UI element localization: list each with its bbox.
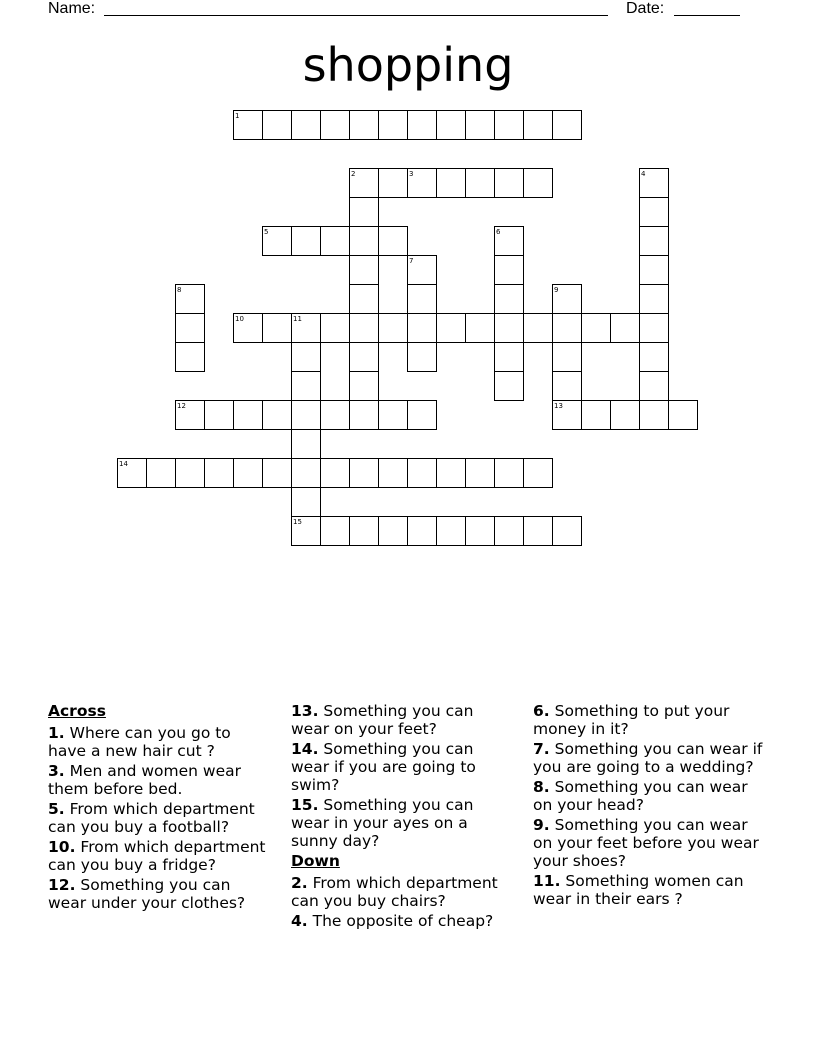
name-label: Name: — [48, 0, 96, 17]
grid-cell[interactable] — [233, 400, 263, 430]
grid-cell[interactable] — [639, 371, 669, 401]
grid-cell[interactable] — [494, 110, 524, 140]
grid-cell[interactable] — [610, 400, 640, 430]
grid-cell[interactable] — [175, 458, 205, 488]
clue-across-15 — [291, 796, 513, 850]
grid-cell[interactable] — [494, 342, 524, 372]
grid-cell[interactable] — [581, 400, 611, 430]
clue-number: 10. — [48, 838, 76, 856]
grid-cell[interactable] — [407, 458, 437, 488]
grid-cell[interactable] — [378, 313, 408, 343]
clue-number: 6. — [533, 702, 550, 720]
grid-cell[interactable] — [175, 313, 205, 343]
grid-cell[interactable] — [291, 429, 321, 459]
grid-cell[interactable] — [291, 110, 321, 140]
grid-cell[interactable] — [349, 516, 379, 546]
grid-cell[interactable] — [407, 110, 437, 140]
grid-number: 15 — [293, 518, 302, 526]
grid-number: 7 — [409, 257, 414, 265]
grid-number: 4 — [641, 170, 646, 178]
clue-text: Something you can wear on your feet? — [291, 702, 474, 738]
grid-cell[interactable] — [436, 168, 466, 198]
grid-cell[interactable] — [320, 458, 350, 488]
clue-number: 15. — [291, 796, 319, 814]
grid-number: 13 — [554, 402, 563, 410]
grid-cell[interactable] — [349, 458, 379, 488]
grid-cell[interactable] — [639, 226, 669, 256]
grid-cell[interactable] — [291, 342, 321, 372]
grid-cell[interactable] — [349, 342, 379, 372]
grid-cell[interactable] — [581, 313, 611, 343]
grid-cell[interactable] — [291, 458, 321, 488]
grid-cell[interactable] — [552, 110, 582, 140]
grid-cell[interactable] — [523, 168, 553, 198]
grid-number: 14 — [119, 460, 128, 468]
grid-cell[interactable] — [523, 516, 553, 546]
grid-cell[interactable] — [320, 110, 350, 140]
grid-cell[interactable] — [349, 226, 379, 256]
grid-cell[interactable] — [639, 255, 669, 285]
grid-number: 1 — [235, 112, 240, 120]
grid-cell[interactable] — [465, 313, 495, 343]
grid-cell[interactable] — [436, 458, 466, 488]
clue-text: Men and women wear them before bed. — [48, 762, 242, 798]
grid-cell[interactable] — [407, 284, 437, 314]
clue-text: Something women can wear in their ears ? — [533, 872, 744, 908]
clue-text: Something you can wear in your ayes on a sunny day? — [291, 796, 474, 850]
grid-cell[interactable] — [407, 400, 437, 430]
grid-cell[interactable] — [349, 197, 379, 227]
name-blank-line[interactable] — [104, 0, 608, 16]
grid-cell[interactable] — [291, 400, 321, 430]
grid-cell[interactable] — [291, 487, 321, 517]
grid-cell[interactable] — [320, 516, 350, 546]
grid-cell[interactable] — [262, 458, 292, 488]
grid-cell[interactable] — [320, 226, 350, 256]
grid-cell[interactable] — [291, 226, 321, 256]
grid-cell[interactable] — [552, 342, 582, 372]
clue-number: 9. — [533, 816, 550, 834]
date-blank-line[interactable] — [674, 0, 740, 16]
grid-cell[interactable] — [349, 110, 379, 140]
clue-text: Something you can wear if you are going to a wedding? — [533, 740, 763, 776]
grid-cell[interactable] — [494, 516, 524, 546]
grid-cell[interactable] — [320, 400, 350, 430]
grid-cell[interactable] — [465, 516, 495, 546]
grid-cell[interactable] — [262, 110, 292, 140]
clue-text: Something you can wear under your clothes? — [48, 876, 246, 912]
grid-cell[interactable] — [523, 110, 553, 140]
grid-number: 8 — [177, 286, 182, 294]
grid-cell[interactable] — [494, 458, 524, 488]
grid-cell[interactable] — [494, 284, 524, 314]
grid-cell[interactable] — [407, 313, 437, 343]
grid-cell[interactable] — [639, 197, 669, 227]
grid-cell[interactable] — [639, 284, 669, 314]
grid-cell[interactable] — [262, 313, 292, 343]
grid-cell[interactable] — [349, 400, 379, 430]
grid-cell[interactable] — [668, 400, 698, 430]
grid-cell[interactable] — [233, 458, 263, 488]
clue-down-4 — [291, 912, 513, 930]
clue-down-9 — [533, 816, 763, 870]
clue-across-5 — [48, 800, 270, 836]
clue-number: 13. — [291, 702, 319, 720]
grid-cell[interactable] — [378, 516, 408, 546]
grid-cell[interactable] — [552, 313, 582, 343]
grid-cell[interactable] — [523, 313, 553, 343]
clue-number: 11. — [533, 872, 561, 890]
grid-cell[interactable] — [349, 255, 379, 285]
grid-cell[interactable] — [494, 313, 524, 343]
grid-cell[interactable] — [523, 458, 553, 488]
grid-cell[interactable] — [465, 168, 495, 198]
grid-cell[interactable] — [407, 516, 437, 546]
grid-cell[interactable] — [639, 400, 669, 430]
clue-number: 5. — [48, 800, 65, 818]
clue-across-12 — [48, 876, 270, 912]
grid-cell[interactable] — [552, 371, 582, 401]
grid-cell[interactable] — [204, 400, 234, 430]
clue-down-6 — [533, 702, 763, 738]
grid-cell[interactable] — [494, 371, 524, 401]
clue-down-11 — [533, 872, 763, 908]
clues-column-1 — [48, 702, 270, 914]
grid-cell[interactable] — [639, 313, 669, 343]
grid-cell[interactable] — [436, 516, 466, 546]
clue-number: 14. — [291, 740, 319, 758]
clue-across-1 — [48, 724, 270, 760]
clue-down-8 — [533, 778, 763, 814]
grid-cell[interactable] — [552, 516, 582, 546]
clue-down-2 — [291, 874, 513, 910]
grid-cell[interactable] — [436, 313, 466, 343]
date-label: Date: — [626, 0, 665, 17]
grid-cell[interactable] — [349, 371, 379, 401]
grid-cell[interactable] — [465, 110, 495, 140]
clues-column-3 — [533, 702, 763, 910]
clue-number: 2. — [291, 874, 308, 892]
clue-text: From which department can you buy a football? — [48, 800, 255, 836]
grid-cell[interactable] — [378, 110, 408, 140]
grid-cell[interactable] — [494, 255, 524, 285]
grid-cell[interactable] — [378, 458, 408, 488]
grid-number: 3 — [409, 170, 414, 178]
down-heading: Down — [291, 852, 340, 870]
grid-number: 2 — [351, 170, 356, 178]
grid-cell[interactable] — [378, 168, 408, 198]
grid-number: 6 — [496, 228, 501, 236]
grid-cell[interactable] — [320, 313, 350, 343]
clue-text: From which department can you buy a fridge? — [48, 838, 266, 874]
grid-cell[interactable] — [494, 168, 524, 198]
grid-number: 9 — [554, 286, 559, 294]
grid-cell[interactable] — [291, 371, 321, 401]
grid-cell[interactable] — [146, 458, 176, 488]
clue-number: 7. — [533, 740, 550, 758]
clue-number: 1. — [48, 724, 65, 742]
grid-cell[interactable] — [465, 458, 495, 488]
grid-cell[interactable] — [349, 284, 379, 314]
grid-cell[interactable] — [436, 110, 466, 140]
across-heading: Across — [48, 702, 106, 720]
grid-cell[interactable] — [378, 226, 408, 256]
clue-across-10 — [48, 838, 270, 874]
grid-number: 10 — [235, 315, 244, 323]
clue-text: From which department can you buy chairs? — [291, 874, 498, 910]
clues-column-2 — [291, 702, 513, 932]
grid-cell[interactable] — [262, 400, 292, 430]
grid-number: 12 — [177, 402, 186, 410]
grid-cell[interactable] — [204, 458, 234, 488]
grid-cell[interactable] — [610, 313, 640, 343]
clue-across-3 — [48, 762, 270, 798]
clue-number: 3. — [48, 762, 65, 780]
grid-cell[interactable] — [378, 400, 408, 430]
grid-cell[interactable] — [175, 342, 205, 372]
grid-number: 5 — [264, 228, 269, 236]
clue-text: Something you can wear on your head? — [533, 778, 748, 814]
grid-cell[interactable] — [407, 342, 437, 372]
clue-number: 12. — [48, 876, 76, 894]
clue-number: 4. — [291, 912, 308, 930]
grid-number: 11 — [293, 315, 302, 323]
clue-text: Where can you go to have a new hair cut ? — [48, 724, 231, 760]
clue-number: 8. — [533, 778, 550, 796]
clue-across-13 — [291, 702, 513, 738]
clue-text: Something to put your money in it? — [533, 702, 730, 738]
clue-text: Something you can wear on your feet before you wear your shoes? — [533, 816, 759, 870]
grid-cell[interactable] — [639, 342, 669, 372]
clue-text: Something you can wear if you are going to swim? — [291, 740, 476, 794]
clue-down-7 — [533, 740, 763, 776]
clue-across-14 — [291, 740, 513, 794]
clue-text: The opposite of cheap? — [312, 912, 494, 930]
puzzle-title: shopping — [302, 38, 514, 92]
grid-cell[interactable] — [349, 313, 379, 343]
